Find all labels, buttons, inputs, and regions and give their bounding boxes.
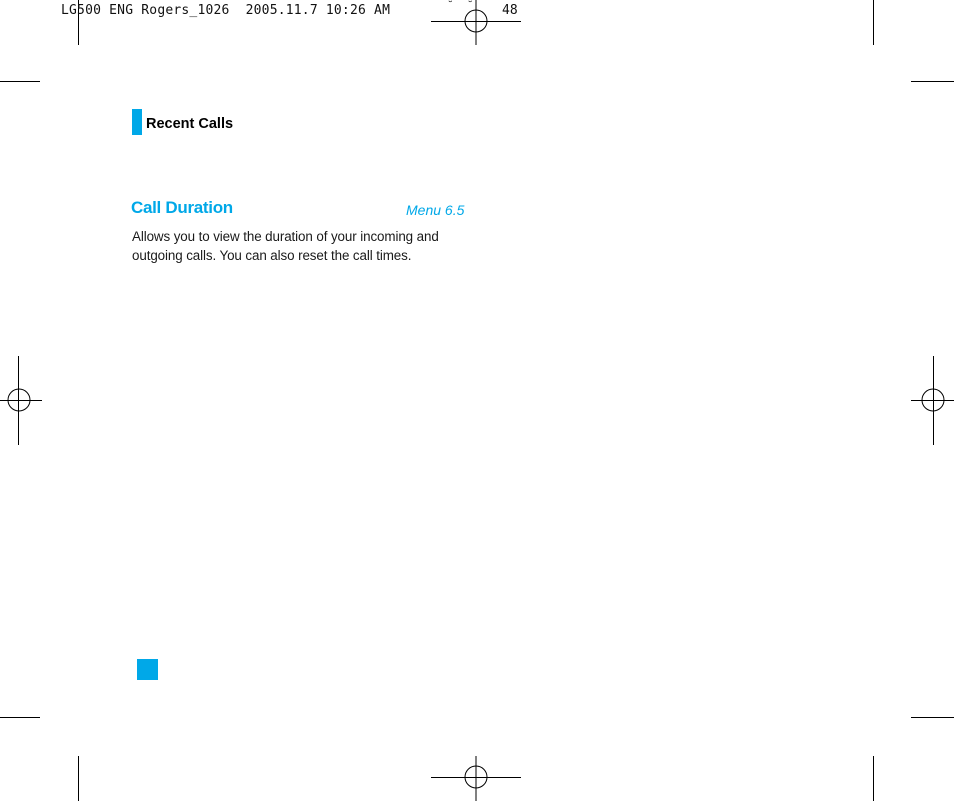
menu-reference: Menu 6.5 <box>406 202 465 218</box>
section-tab-marker <box>132 109 142 135</box>
section-title: Recent Calls <box>146 116 234 132</box>
registration-mark-right <box>911 356 954 445</box>
article-body: Allows you to view the duration of your incoming and outgoing calls. You can also reset the call times. <box>132 229 439 263</box>
print-slug: LG500 ENG Rogers_1026 2005.11.7 10:26 AM <box>61 3 391 18</box>
slug-page-number: 48 <box>502 3 518 18</box>
registration-mark-bottom <box>431 756 521 801</box>
registration-mark-left <box>0 356 42 445</box>
article-heading: Call Duration <box>131 198 233 217</box>
page-number-block <box>137 659 158 680</box>
slug-ticks: ˘ ˘ <box>447 0 474 12</box>
